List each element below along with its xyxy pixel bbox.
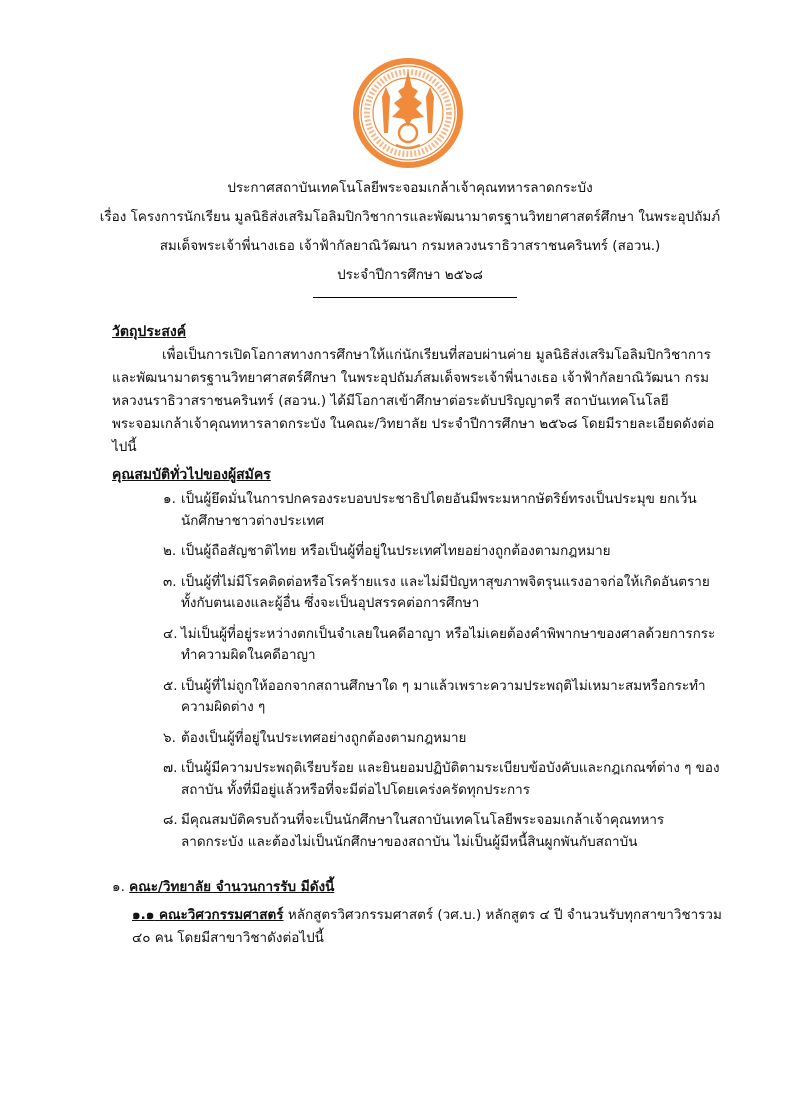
objective-text: เพื่อเป็นการเปิดโอกาสทางการศึกษาให้แก่นักเรียนที่สอบผ่านค่าย มูลนิธิส่งเสริมโอลิมปิกวิชาการและพัฒนามาตรฐานวิทยาศาสตร์ศึกษา ในพระอุปถัมภ์สมเด็จพระเจ้าพี่นางเธอ เจ้าฟ้ากัลยาณิวัฒนา กรมหลวงนราธิวาสราชนครินทร์ (สอวน.) ได้มีโอกาสเข้าศึกษาต่อระดับปริญญาตรี สถาบันเทคโนโลยีพระจอมเกล้าเจ้าคุณทหารลาดกระบัง ในคณะ/วิทยาลัย ประจำปีการศึกษา ๒๕๖๘ โดยมีรายละเอียดดังต่อไปนี้ (112, 347, 715, 455)
qualifications-heading: คุณสมบัติทั่วไปของผู้สมัคร (112, 467, 271, 483)
announcement-title: ประกาศสถาบันเทคโนโลยีพระจอมเกล้าเจ้าคุณทหารลาดกระบัง (227, 180, 593, 196)
section-1-1-paragraph: ๑.๑ คณะวิศวกรรมศาสตร์ หลักสูตรวิศวกรรมศาสตร์ (วศ.บ.) หลักสูตร ๔ ปี จำนวนรับทุกสาขาวิชารวม ๔๐ คน โดยมีสาขาวิชาดังต่อไปนี้ (132, 907, 722, 946)
institute-seal-logo (352, 57, 464, 169)
announcement-patron: สมเด็จพระเจ้าพี่นางเธอ เจ้าฟ้ากัลยาณิวัฒนา กรมหลวงนราธิวาสราชนครินทร์ (สอวน.) (159, 238, 661, 254)
objective-paragraph (112, 344, 720, 459)
objective-heading: วัตถุประสงค์ (112, 324, 187, 340)
announcement-year: ประจำปีการศึกษา ๒๕๖๘ (337, 267, 483, 283)
list-item: ๑. เป็นผู้ยึดมั่นในการปกครองระบอบประชาธิปไตยอันมีพระมหากษัตริย์ทรงเป็นประมุข ยกเว้นนักศึกษาชาวต่างประเทศ (163, 491, 697, 529)
list-item: ๓. เป็นผู้ที่ไม่มีโรคติดต่อหรือโรคร้ายแรง และไม่มีปัญหาสุขภาพจิตรุนแรงอาจก่อให้เกิดอันตรายทั้งกับตนเองและผู้อื่น ซึ่งจะเป็นอุปสรรคต่อการศึกษา (163, 573, 710, 611)
list-item: ๔. ไม่เป็นผู้ที่อยู่ระหว่างตกเป็นจำเลยในคดีอาญา หรือไม่เคยต้องคำพิพากษาของศาลด้วยการกระทำความผิดในคดีอาญา (163, 625, 716, 663)
list-item: ๕. เป็นผู้ที่ไม่ถูกให้ออกจากสถานศึกษาใด ๆ มาแล้วเพราะความประพฤติไม่เหมาะสมหรือกระทำความผิดต่าง ๆ (163, 677, 706, 715)
list-item: ๘. มีคุณสมบัติครบถ้วนที่จะเป็นนักศึกษาในสถาบันเทคโนโลยีพระจอมเกล้าเจ้าคุณทหารลาดกระบัง และต้องไม่เป็นนักศึกษาของสถาบัน ไม่เป็นผู้มีหนี้สินผูกพันกับสถาบัน (163, 812, 665, 850)
title-divider (313, 297, 517, 298)
list-item: ๒. เป็นผู้ถือสัญชาติไทย หรือเป็นผู้ที่อยู่ในประเทศไทยอย่างถูกต้องตามกฎหมาย (163, 543, 611, 559)
announcement-subject: เรื่อง โครงการนักเรียน มูลนิธิส่งเสริมโอลิมปิกวิชาการและพัฒนามาตรฐานวิทยาศาสตร์ศึกษา ในพระอุปถัมภ์ (99, 209, 721, 225)
list-item: ๖. ต้องเป็นผู้ที่อยู่ในประเทศอย่างถูกต้องตามกฎหมาย (163, 729, 467, 746)
section-1-heading: ๑. คณะ/วิทยาลัย จำนวนการรับ มีดังนี้ (112, 879, 335, 895)
list-item: ๗. เป็นผู้มีความประพฤติเรียบร้อย และยินยอมปฏิบัติตามระเบียบข้อบังคับและกฎเกณฑ์ต่าง ๆ ของสถาบัน ทั้งที่มีอยู่แล้วหรือที่จะมีต่อไปโดยเคร่งครัดทุกประการ (163, 760, 720, 798)
qualifications-list (163, 489, 723, 862)
faculty-name: คณะวิศวกรรมศาสตร์ (158, 907, 284, 923)
